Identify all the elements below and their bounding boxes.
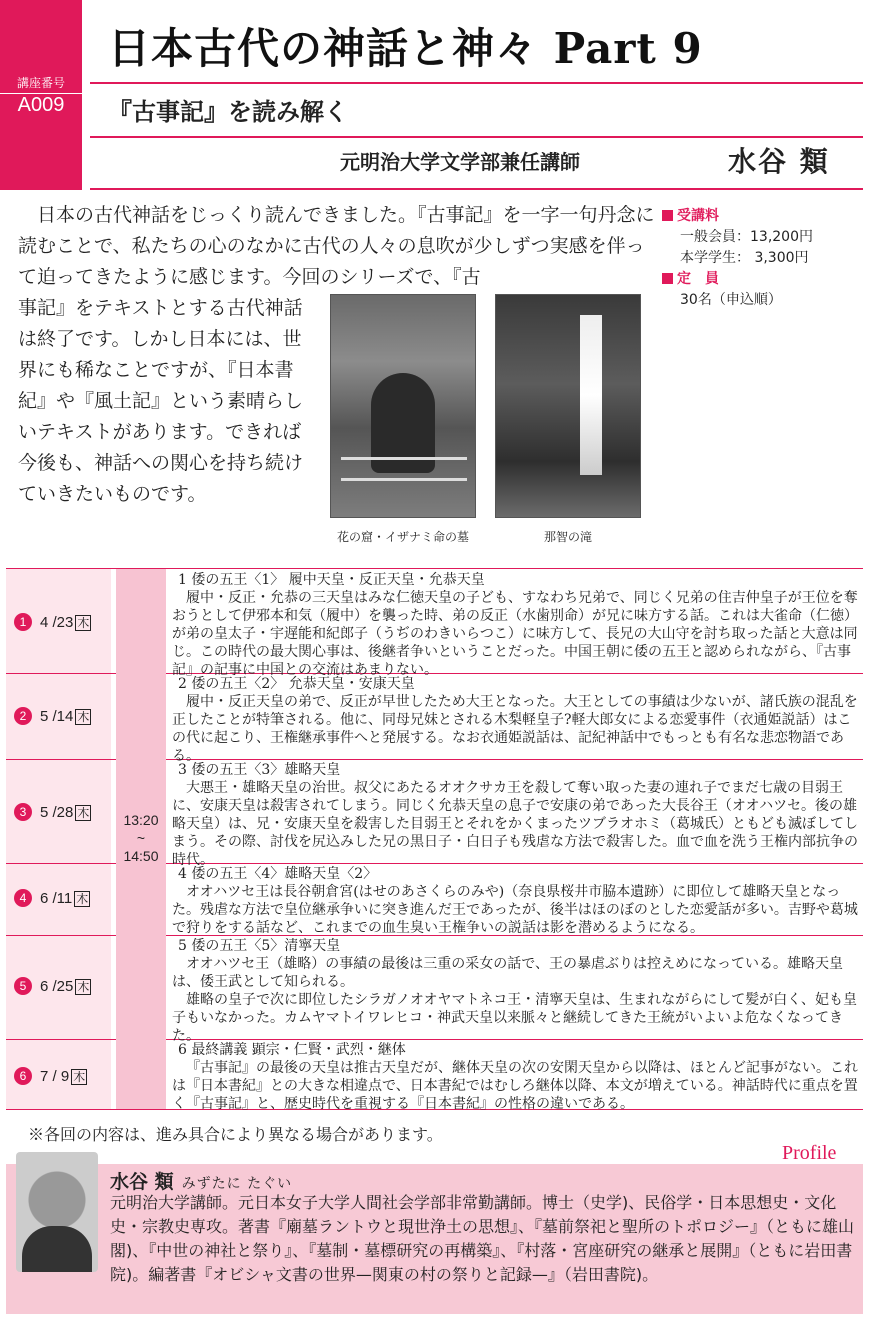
session-date	[14, 803, 91, 821]
intro-text-left: 事記』をテキストとする古代神話は終了です。しかし日本には、世界にも稀なことですが、『日本書紀』や『風土記』という素晴らしいテキストがあります。できれば今後も、神話への関心を持ち続けていきたいものです。	[18, 297, 304, 505]
capacity: 30名（申込順）	[680, 292, 782, 308]
date-text: 4 /23	[40, 614, 74, 631]
row-divider	[6, 863, 116, 864]
session-date	[14, 707, 91, 725]
session-title: 3 倭の五王〈3〉雄略天皇	[178, 762, 341, 778]
portrait-suit-shape	[22, 1226, 92, 1272]
session-number: 2	[14, 707, 32, 725]
date-text: 7 / 9	[40, 1068, 70, 1085]
session-body: 大悪王・雄略天皇の治世。叔父にあたるオオクサカ王を殺して奪い取った妻の連れ子でまだ七歳の目弱王に、安康天皇は殺害されてしまう。同じく允恭天皇の息子で安康の弟であった大長谷王（オオハツセ。後の雄略天皇）は、兄・安康天皇を殺害した目弱王とそれをかくまったツブラオホミ（葛城氏）ともども滅ぼしてしまう。その際、討伐を尻込みした兄の黒日子・白日子も残虐な方法で殺害した。血で血を洗う王権内部抗争の時代。	[172, 780, 858, 868]
session-body: 『古事記』の最後の天皇は推古天皇だが、継体天皇の次の安閑天皇から以降は、ほとんど記事がない。これは『日本書紀』との大きな相違点で、日本書紀ではむしろ継体以降、本文が増えている。神話時代に重点を置く『古事記』と、歴史時代を重視する『日本書紀』の性格の違いである。	[172, 1060, 858, 1112]
session-content	[172, 937, 864, 1045]
session-title: 1 倭の五王〈1〉 履中天皇・反正天皇・允恭天皇	[178, 572, 485, 588]
row-divider	[6, 935, 116, 936]
fee-general: 一般会員：13,200円	[680, 229, 813, 245]
date-column	[6, 569, 111, 1109]
session-body: オオハツセ王（雄略）の事績の最後は三重の采女の話で、王の暴虐ぶりは控えめになっている。雄略天皇は、倭王武として知られる。	[172, 956, 844, 990]
weekday-badge: 木	[77, 806, 90, 820]
course-code: A009	[17, 94, 65, 116]
session-body: 履中・反正・允恭の三天皇はみな仁徳天皇の子ども、すなわち兄弟で、同じく兄弟の住吉仲皇子が王位を奪おうとして伊邪本和気（履中）を襲った時、弟の反正（水歯別命）が兄に味方する話。これは大雀命（仁徳）が弟の皇太子・宇遅能和紀郎子（うぢのわきいらつこ）に味方して、長兄の大山守を討ち取った話と大意は同じ。この時代の最大関心事は、後継者争いということだった。中国王朝に倭の五王と認められながら、『古事記』の記事に中国との交流はあまりない。	[172, 590, 858, 678]
session-number: 3	[14, 803, 32, 821]
session-body: 雄略の皇子で次に即位したシラガノオオヤマトネコ王・清寧天皇は、生まれながらにして髪が白く、妃も皇子もいなかった。カムヤマトイワレヒコ・神武天皇以来脈々と継続してきた王統がいよいよ危なくなってきた。	[172, 992, 858, 1044]
session-number: 1	[14, 613, 32, 631]
profile-body: 元明治大学講師。元日本女子大学人間社会学部非常勤講師。博士（史学)、民俗学・日本思想史・文化史・宗教史専攻。著書『廟墓ラントウと現世浄土の思想』、『墓前祭祀と聖所のトポロジー』（ともに雄山閣)、『中世の神社と祭り』、『墓制・墓標研究の再構築』、『村落・宮座研究の継承と展開』（ともに岩田書院)。編著書『オビシャ文書の世界—関東の村の祭りと記録—』（岩田書院)。	[110, 1193, 855, 1284]
profile-name-text: 水谷 類	[110, 1171, 174, 1193]
course-subtitle: 『古事記』を読み解く	[108, 97, 348, 126]
photo-caption: 花の窟・イザナミ命の墓	[336, 530, 469, 544]
course-code-box	[0, 0, 82, 190]
session-content	[172, 865, 864, 937]
session-title: 5 倭の五王〈5〉清寧天皇	[178, 938, 341, 954]
session-date	[14, 977, 91, 995]
time-sep: ~	[136, 830, 146, 846]
divider	[90, 188, 863, 190]
divider	[90, 82, 863, 84]
photo-hana-no-iwaya	[330, 294, 476, 518]
session-content	[172, 675, 864, 765]
date-text: 5 /28	[40, 804, 74, 821]
photo-nachi-falls	[495, 294, 641, 518]
session-date	[14, 613, 91, 631]
date-text: 5 /14	[40, 708, 74, 725]
profile-name	[110, 1167, 292, 1194]
fee-student: 本学学生： 3,300円	[680, 250, 809, 266]
divider	[90, 136, 863, 138]
session-date	[14, 1067, 87, 1085]
session-content	[172, 1041, 864, 1113]
session-number: 4	[14, 889, 32, 907]
capacity-heading: 定 員	[677, 271, 719, 287]
session-title: 2 倭の五王〈2〉 允恭天皇・安康天皇	[178, 676, 415, 692]
waterfall-shape	[580, 315, 602, 475]
row-divider	[6, 1039, 116, 1040]
weekday-badge: 木	[77, 710, 90, 724]
row-divider	[6, 759, 116, 760]
date-text: 6 /25	[40, 978, 74, 995]
schedule-table	[6, 568, 863, 1110]
fence-shape	[341, 457, 467, 481]
photo-caption: 那智の滝	[543, 530, 592, 544]
date-text: 6 /11	[40, 890, 73, 907]
profile-kana: みずたに たぐい	[181, 1176, 293, 1192]
course-title: 日本古代の神話と神々 Part 9	[108, 24, 703, 73]
session-time	[116, 811, 166, 865]
weekday-badge: 木	[76, 892, 89, 906]
session-body: 履中・反正天皇の弟で、反正が早世したため大王となった。大王としての事績は少ないが、諸氏族の混乱を正したことが特筆される。他に、同母兄妹とされる木梨軽皇子?軽大郎女による恋愛事件（衣通姫説話）はこの代に起こり、王権継承事件へと発展する。なお衣通姫説話は、記紀神話中でもっとも有名な悲恋物語である。	[172, 694, 858, 764]
time-start: 13:20	[123, 812, 159, 828]
weekday-badge: 木	[73, 1070, 86, 1084]
session-number: 5	[14, 977, 32, 995]
schedule-note: ※各回の内容は、進み具合により異なる場合があります。	[28, 1125, 443, 1144]
session-date	[14, 889, 90, 907]
lecturer-portrait	[16, 1152, 98, 1272]
session-title: 4 倭の五王〈4〉雄略天皇〈2〉	[178, 866, 378, 882]
square-bullet-icon	[662, 210, 673, 221]
weekday-badge: 木	[77, 980, 90, 994]
row-divider	[6, 673, 116, 674]
fee-heading: 受講料	[677, 208, 719, 224]
course-code-label: 講座番号	[0, 74, 82, 94]
session-content	[172, 571, 864, 679]
session-number: 6	[14, 1067, 32, 1085]
session-content	[172, 761, 864, 869]
intro-text-top: 日本の古代神話をじっくり読んできました。『古事記』を一字一句丹念に読むことで、私たちの心のなかに古代の人々の息吹が少しずつ実感を伴って迫ってきたように感じます。今回のシリーズで、『古	[18, 204, 655, 288]
lecturer-name: 水谷 類	[728, 145, 830, 178]
time-end: 14:50	[123, 848, 159, 864]
square-bullet-icon	[662, 273, 673, 284]
fee-info	[662, 206, 813, 311]
profile-label: Profile	[782, 1142, 837, 1164]
lecturer-role: 元明治大学文学部兼任講師	[340, 150, 580, 174]
weekday-badge: 木	[77, 616, 90, 630]
session-body: オオハツセ王は長谷朝倉宮(はせのあさくらのみや)（奈良県桜井市脇本遺跡）に即位して雄略天皇となった。残虐な方法で皇位継承争いに突き進んだ王であったが、後半はほのぼのとした恋愛話が多い。吉野や葛城で狩りをする話など、これまでの血生臭い王権争いの説話は影を潜めるようになる。	[172, 884, 858, 936]
session-title: 6 最終講義 顕宗・仁賢・武烈・継体	[178, 1042, 406, 1058]
